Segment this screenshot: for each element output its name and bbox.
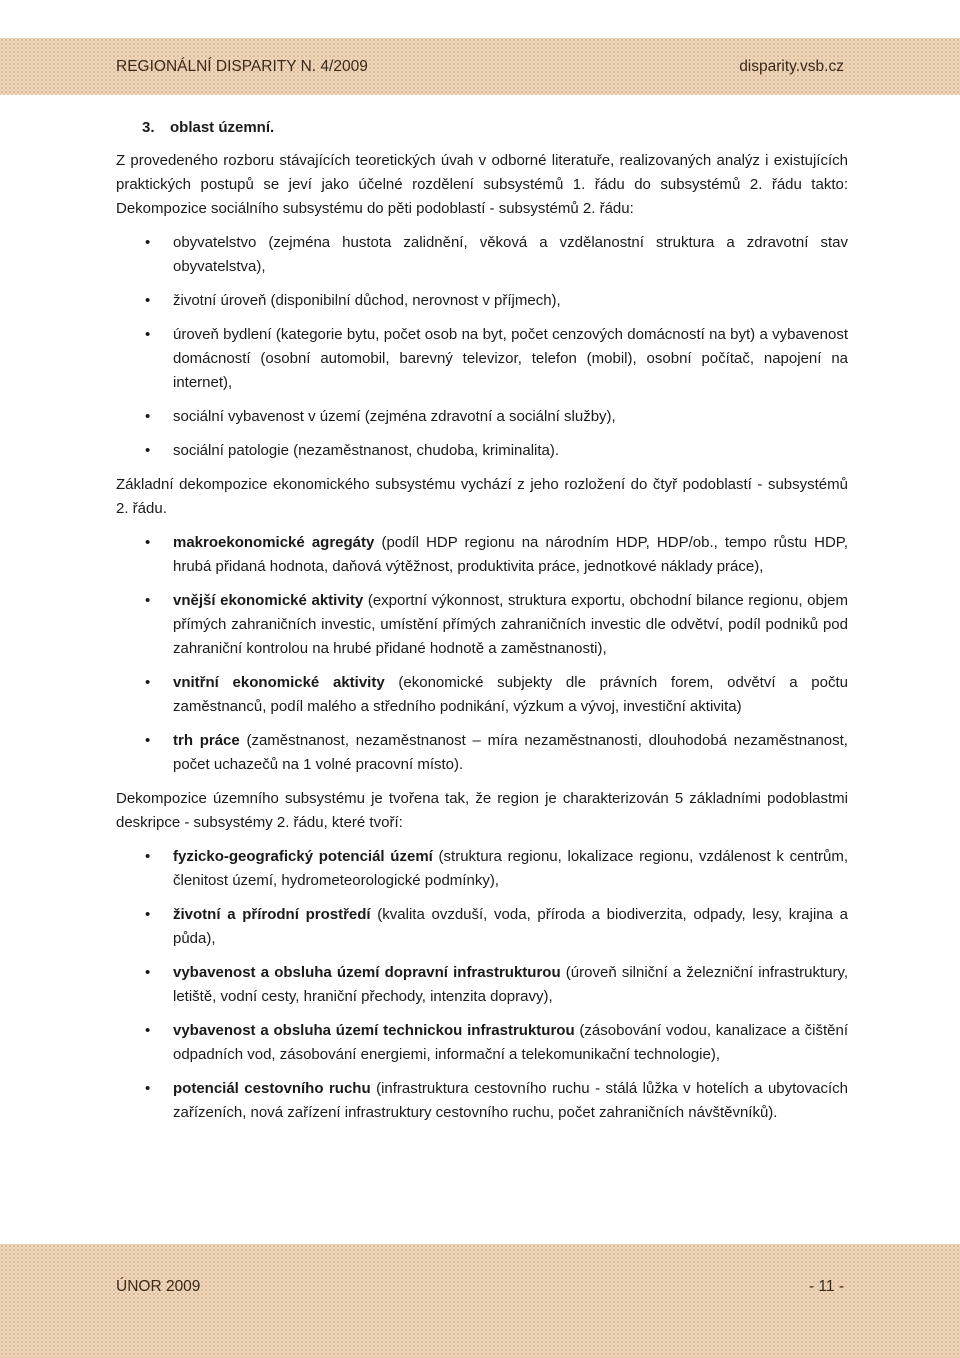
intro-paragraph: Z provedeného rozboru stávajících teoretických úvah v odborné literatuře, realizovaných analýz i existujících praktických postupů se jeví jako účelné rozdělení subsystémů 1. řádu do subsystémů 2. řádu takto: Dekompozice sociálního subsystému do pěti podoblastí - subsystémů 2. řádu: bbox=[116, 152, 848, 217]
list-item: • fyzicko-geografický potenciál území (struktura regionu, lokalizace regionu, vzdálenost k centrům, členitost území, hydrometeorologické podmínky), bbox=[116, 845, 848, 893]
bullet-icon: • bbox=[145, 442, 151, 459]
list-item: • potenciál cestovního ruchu (infrastruktura cestovního ruchu - stálá lůžka v hotelích a ubytovacích zařízeních, nová zařízení infrastruktury cestovního ruchu, počet zahraničních návštěvníků). bbox=[116, 1077, 848, 1125]
issue-date: ÚNOR 2009 bbox=[116, 1278, 201, 1295]
section-number: 3. bbox=[142, 119, 155, 136]
bullet-icon: • bbox=[145, 848, 151, 865]
bullet-icon: • bbox=[145, 534, 151, 551]
list-item: • životní úroveň (disponibilní důchod, nerovnost v příjmech), bbox=[116, 289, 848, 313]
bullet-icon: • bbox=[145, 326, 151, 343]
bullet-icon: • bbox=[145, 674, 151, 691]
journal-title: REGIONÁLNÍ DISPARITY N. 4/2009 bbox=[116, 58, 368, 75]
territorial-paragraph: Dekompozice územního subsystému je tvořena tak, že region je charakterizován 5 základními podoblastmi deskripce - subsystémy 2. řádu, které tvoří: bbox=[116, 790, 848, 831]
bullet-icon: • bbox=[145, 1080, 151, 1097]
footer-band bbox=[0, 1244, 960, 1358]
list-item: • makroekonomické agregáty (podíl HDP regionu na národním HDP, HDP/ob., tempo růstu HDP, hrubá přidaná hodnota, daňová výtěžnost, produktivita práce, jednotkové náklady práce), bbox=[116, 531, 848, 579]
economic-paragraph: Základní dekompozice ekonomického subsystému vychází z jeho rozložení do čtyř podoblastí - subsystémů 2. řádu. bbox=[116, 476, 848, 517]
bullet-icon: • bbox=[145, 732, 151, 749]
section-heading bbox=[142, 116, 848, 140]
list-item: • vybavenost a obsluha území technickou infrastrukturou (zásobování vodou, kanalizace a čištění odpadních vod, zásobování energiemi, informační a telekomunikační technologie), bbox=[116, 1019, 848, 1067]
list-item: • sociální vybavenost v území (zejména zdravotní a sociální služby), bbox=[116, 405, 848, 429]
list-item: • trh práce (zaměstnanost, nezaměstnanost – míra nezaměstnanosti, dlouhodobá nezaměstnanost, počet uchazečů na 1 volné pracovní místo). bbox=[116, 729, 848, 777]
page-number: - 11 - bbox=[808, 1278, 844, 1295]
page-content bbox=[116, 116, 848, 1135]
bullet-icon: • bbox=[145, 292, 151, 309]
bullet-icon: • bbox=[145, 906, 151, 923]
bullet-icon: • bbox=[145, 408, 151, 425]
header-band bbox=[0, 38, 960, 95]
section-title: oblast územní. bbox=[170, 119, 275, 136]
list-item: • vnitřní ekonomické aktivity (ekonomické subjekty dle právních forem, odvětví a počtu zaměstnanců, podíl malého a středního podnikání, výzkum a vývoj, investiční aktivita) bbox=[116, 671, 848, 719]
list-item: • vnější ekonomické aktivity (exportní výkonnost, struktura exportu, obchodní bilance regionu, objem přímých zahraničních investic, umístění přímých zahraničních investic dle odvětví, podíl podniků pod zahraniční kontrolou na hrubé přidané hodnotě a zaměstnanosti), bbox=[116, 589, 848, 661]
territorial-subsystem-list bbox=[116, 845, 848, 1125]
list-item: • vybavenost a obsluha území dopravní infrastrukturou (úroveň silniční a železniční infrastruktury, letiště, vodní cesty, hraniční přechody, intenzita dopravy), bbox=[116, 961, 848, 1009]
bullet-icon: • bbox=[145, 592, 151, 609]
list-item: • životní a přírodní prostředí (kvalita ovzduší, voda, příroda a biodiverzita, odpady, lesy, krajina a půda), bbox=[116, 903, 848, 951]
list-item: • úroveň bydlení (kategorie bytu, počet osob na byt, počet cenzových domácností na byt) a vybavenost domácností (osobní automobil, barevný televizor, telefon (mobil), osobní počítač, napojení na internet), bbox=[116, 323, 848, 395]
journal-website-link[interactable]: disparity.vsb.cz bbox=[739, 58, 844, 75]
economic-subsystem-list bbox=[116, 531, 848, 777]
list-item: • obyvatelstvo (zejména hustota zalidnění, věková a vzdělanostní struktura a zdravotní stav obyvatelstva), bbox=[116, 231, 848, 279]
bullet-icon: • bbox=[145, 964, 151, 981]
bullet-icon: • bbox=[145, 1022, 151, 1039]
list-item: • sociální patologie (nezaměstnanost, chudoba, kriminalita). bbox=[116, 439, 848, 463]
social-subsystem-list bbox=[116, 231, 848, 463]
bullet-icon: • bbox=[145, 234, 151, 251]
